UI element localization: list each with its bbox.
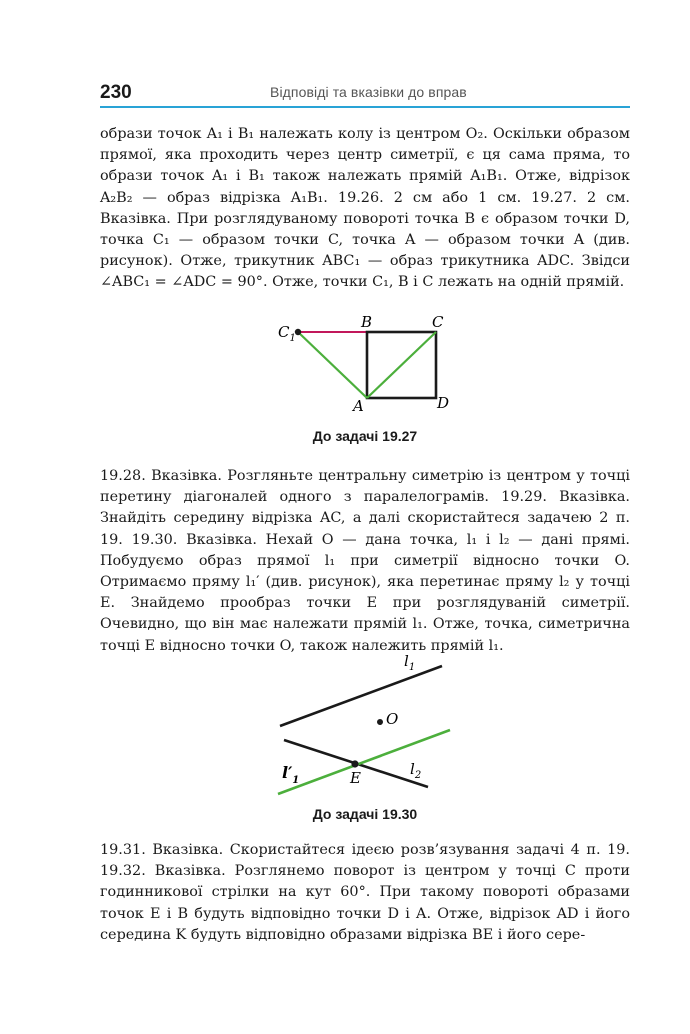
label-c: C (432, 313, 444, 331)
paragraph-19-28-30: 19.28. Вказівка. Розгляньте центральну симетрію із центром у точці перетину діагоналей одного з паралелограмів. 19.29. Вказівка. Знайдіть середину відрізка AC, а далі скористайтеся задачею 2 п. 19. 19.30. Вказівка. Нехай O — дана точка, l₁ і l₂ — дані прямі. Побудуємо образ прямої l₁ при симетрії відносно точки O. Отримаємо пряму l₁′ (див. рисунок), яка перетинає пряму l₂ у точці E. Знайдемо прообраз точки E при розглядуваній симетрії. Очевидно, що він має належати прямій l₁. Отже, точка, симетрична точці E відносно точки O, також належить прямій l₁. (100, 468, 630, 654)
point-o (377, 719, 383, 725)
paragraph-19-31-32: 19.31. Вказівка. Скористайтеся ідеєю розв’язування задачі 4 п. 19. 19.32. Вказівка. Розглянемо поворот із центром у точці C проти годинникової стрілки на кут 60°. При такому повороті образами точок E і B будуть відповідно точки D і A. Отже, відрізок AD і його середина K будуть відповідно образами відрізка BE і його сере- (100, 842, 630, 943)
label-l2: $l_2$ (410, 760, 422, 781)
figure-19-27 (270, 308, 470, 420)
label-e: E (350, 769, 361, 787)
label-l1: $l_1$ (404, 652, 416, 673)
label-d: D (437, 394, 450, 412)
label-c1: $C_1$ (278, 323, 296, 344)
segment-a-c1 (298, 332, 367, 398)
segment-a-c (367, 332, 436, 398)
label-b: B (361, 313, 373, 331)
figure-caption-19-30: До задачі 19.30 (312, 806, 418, 822)
page-header (100, 80, 630, 108)
running-title: Відповіді та вказівки до вправ (270, 84, 467, 100)
point-e (351, 760, 358, 767)
label-o: O (386, 710, 399, 728)
line-l1 (280, 666, 442, 726)
page-number: 230 (100, 82, 132, 103)
label-l1-prime: $l'_1$ (282, 763, 300, 786)
label-a: A (353, 397, 364, 415)
figure-19-30 (270, 650, 470, 800)
figure-caption-19-27: До задачі 19.27 (312, 428, 418, 444)
paragraph-19-26-27: образи точок A₁ і B₁ належать колу із центром O₂. Оскільки образом прямої, яка проходить через центр симетрії, є ця сама пряма, то образи точок A₁ і B₁ також належать прямій A₁B₁. Отже, відрізок A₂B₂ — образ відрізка A₁B₁. 19.26. 2 см або 1 см. 19.27. 2 см. Вказівка. При розглядуваному повороті точка B є образом точки D, точка C₁ — образом точки C, точка A — образом точки A (див. рисунок). Отже, трикутник ABC₁ — образ трикутника ADC. Звідси ∠ABC₁ = ∠ADC = 90°. Отже, точки C₁, B і C лежать на одній прямій. (100, 126, 630, 291)
